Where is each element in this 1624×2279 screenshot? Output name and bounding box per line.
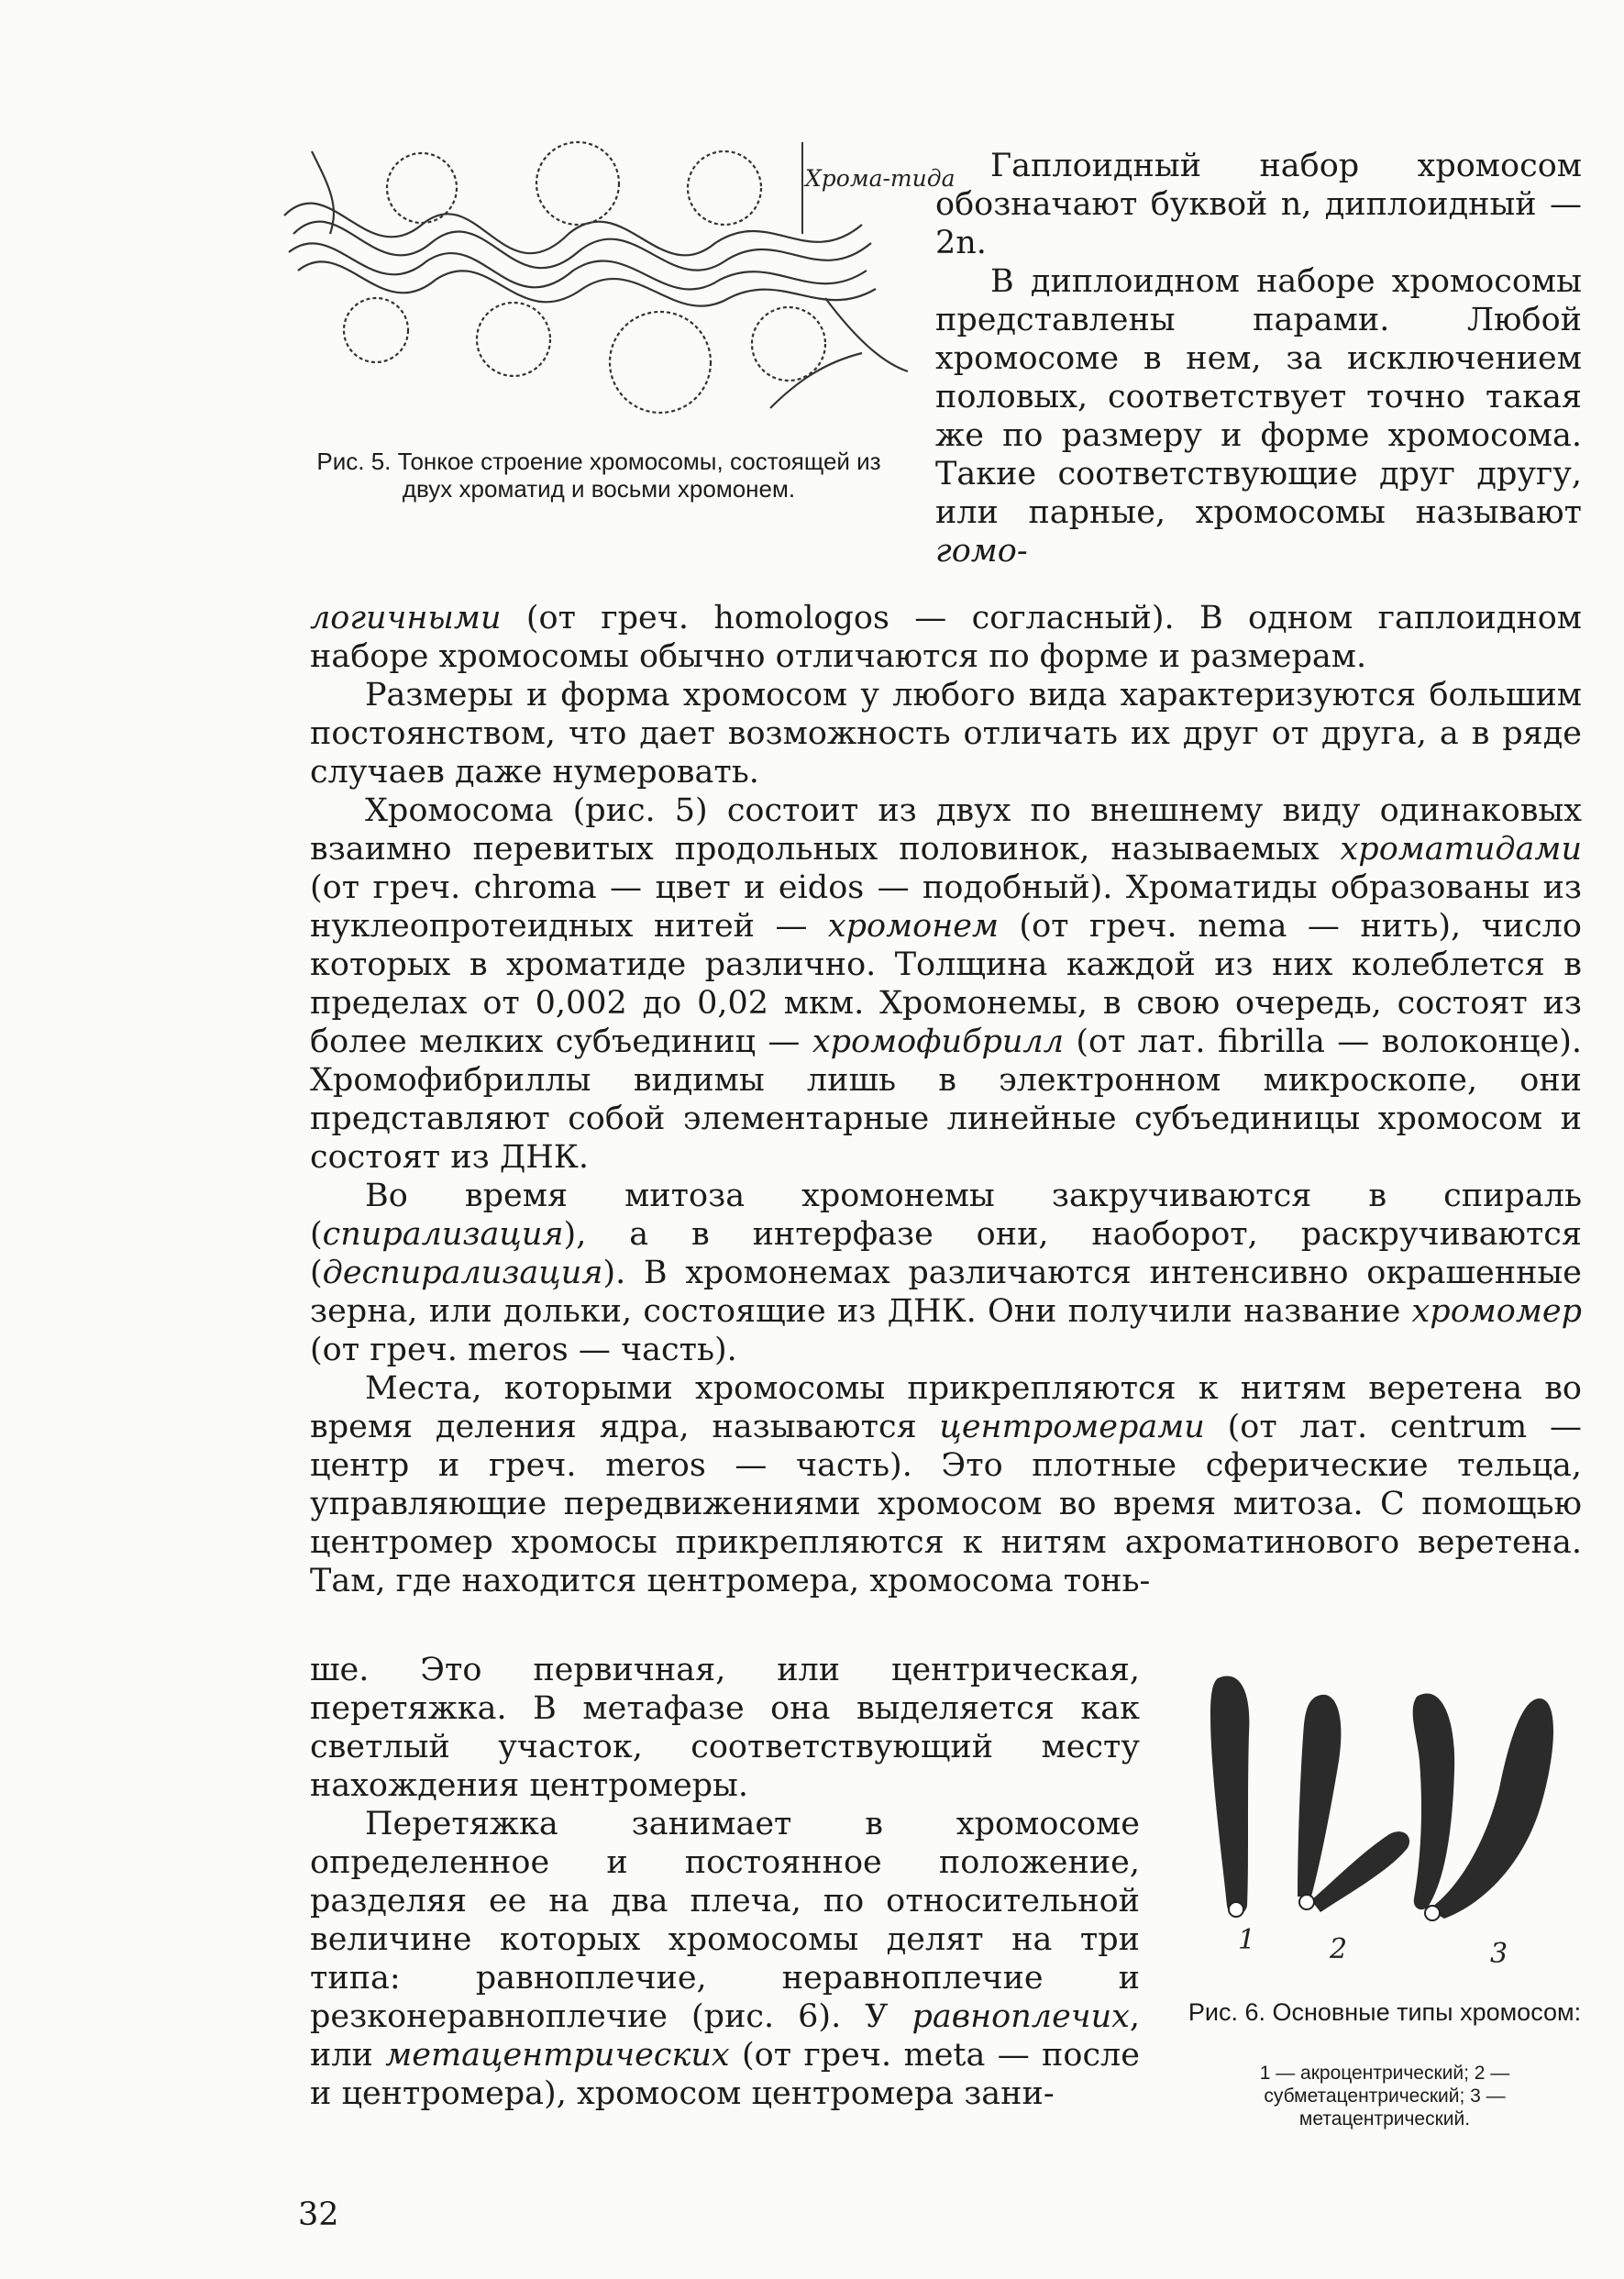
figure-5-caption: Рис. 5. Тонкое строение хромосомы, состоящей из двух хроматид и восьми хромонем. xyxy=(316,448,881,503)
chromosome-types-illustration xyxy=(1183,1660,1586,1972)
paragraph-centromere-continued: ше. Это первичная, или центрическая, перетяжка. В метафазе она выделяется как светлый участок, соответствующий месту нахождения центромеры. xyxy=(310,1652,1140,1804)
submetacentric-long-arm xyxy=(1298,1695,1341,1897)
paragraph-diploid: В диплоидном наборе хромосомы представлены парами. Любой хромосоме в нем, за исключением половых, соответствует точно такая же по размеру и форме хромосома. Такие соответствующие друг другу, или парные, хромосомы называют гомо- xyxy=(935,263,1582,570)
figure-5-chromatid-label: Хромa-тида xyxy=(805,165,956,192)
acrocentric-centromere xyxy=(1229,1902,1243,1917)
figure-6-legend: 1 — акроцентрический; 2 — субметацентрический; 3 — метацентрический. xyxy=(1259,2063,1510,2130)
paragraph-diploid-continued: логичными (от греч. homologos — согласный). В одном гаплоидном наборе хромосомы обычно отличаются по форме и размерам. xyxy=(310,600,1582,675)
main-text xyxy=(310,599,1582,1600)
paragraph-haploid: Гаплоидный набор хромосом обозначают буквой n, диплоидный — 2n. xyxy=(935,148,1582,261)
paragraph-mitosis: Во время митоза хромонемы закручиваются в спираль (спирализация), а в интерфазе они, наоборот, раскручиваются (деспирализация). В хромонемах различаются интенсивно окрашенные зерна, или дольки, состоящие из ДНК. Они получили название хромомер (от греч. meros — часть). xyxy=(310,1178,1582,1368)
figure-6-label-1: 1 xyxy=(1238,1924,1256,1956)
acrocentric-chromosome xyxy=(1210,1676,1249,1915)
figure-6-chromosome-types xyxy=(1183,1660,1586,1972)
figure-6-caption: Рис. 6. Основные типы хромосом: xyxy=(1188,1998,1582,2026)
paragraph-centromere: Места, которыми хромосомы прикрепляются к нитям веретена во время деления ядра, называются центромерами (от лат. centrum — центр и греч. meros — часть). Это плотные сферические тельца, управляющие передвижениями хромосом во время митоза. С помощью центромер хромосы прикрепляются к нитям ахроматинового веретена. Там, где находится центромера, хромосома тонь- xyxy=(310,1370,1582,1599)
submetacentric-short-arm xyxy=(1311,1831,1409,1912)
submetacentric-centromere xyxy=(1299,1895,1314,1909)
paragraph-chromosome: Хромосома (рис. 5) состоит из двух по внешнему виду одинаковых взаимно перевитых продольных половинок, называемых хроматидами (от греч. chroma — цвет и eidos — подобный). Хроматиды образованы из нуклеопротеидных нитей — хромонем (от греч. nema — нить), число которых в хроматиде различно. Толщина каждой из них колеблется в пределах от 0,002 до 0,02 мкм. Хромонемы, в свою очередь, состоят из более мелких субъединиц — хромофибрилл (от лат. fibrilla — волоконце). Хромофибриллы видимы лишь в электронном микроскопе, они представляют собой элементарные линейные субъединицы хромосом и состоят из ДНК. xyxy=(310,792,1582,1176)
right-column-text xyxy=(935,147,1582,570)
page-number: 32 xyxy=(298,2196,339,2233)
figure-6-label-2: 2 xyxy=(1330,1933,1348,1965)
paragraph-constriction: Перетяжка занимает в хромосоме определенное и постоянное положение, разделяя ее на два плеча, по относительной величине которых хромосомы делят на три типа: равноплечие, неравноплечие и резконеравноплечие (рис. 6). У равноплечих, или метацентрических (от греч. meta — после и центромера), хромосом центромера зани- xyxy=(310,1806,1141,2112)
lower-left-text xyxy=(310,1651,1140,2113)
metacentric-centromere xyxy=(1425,1906,1440,1920)
paragraph-sizes: Размеры и форма хромосом у любого вида характеризуются большим постоянством, что дает возможность отличать их друг от друга, а в ряде случаев даже нумеровать. xyxy=(310,677,1582,791)
figure-6-label-3: 3 xyxy=(1490,1938,1508,1970)
metacentric-left-arm xyxy=(1413,1694,1454,1910)
